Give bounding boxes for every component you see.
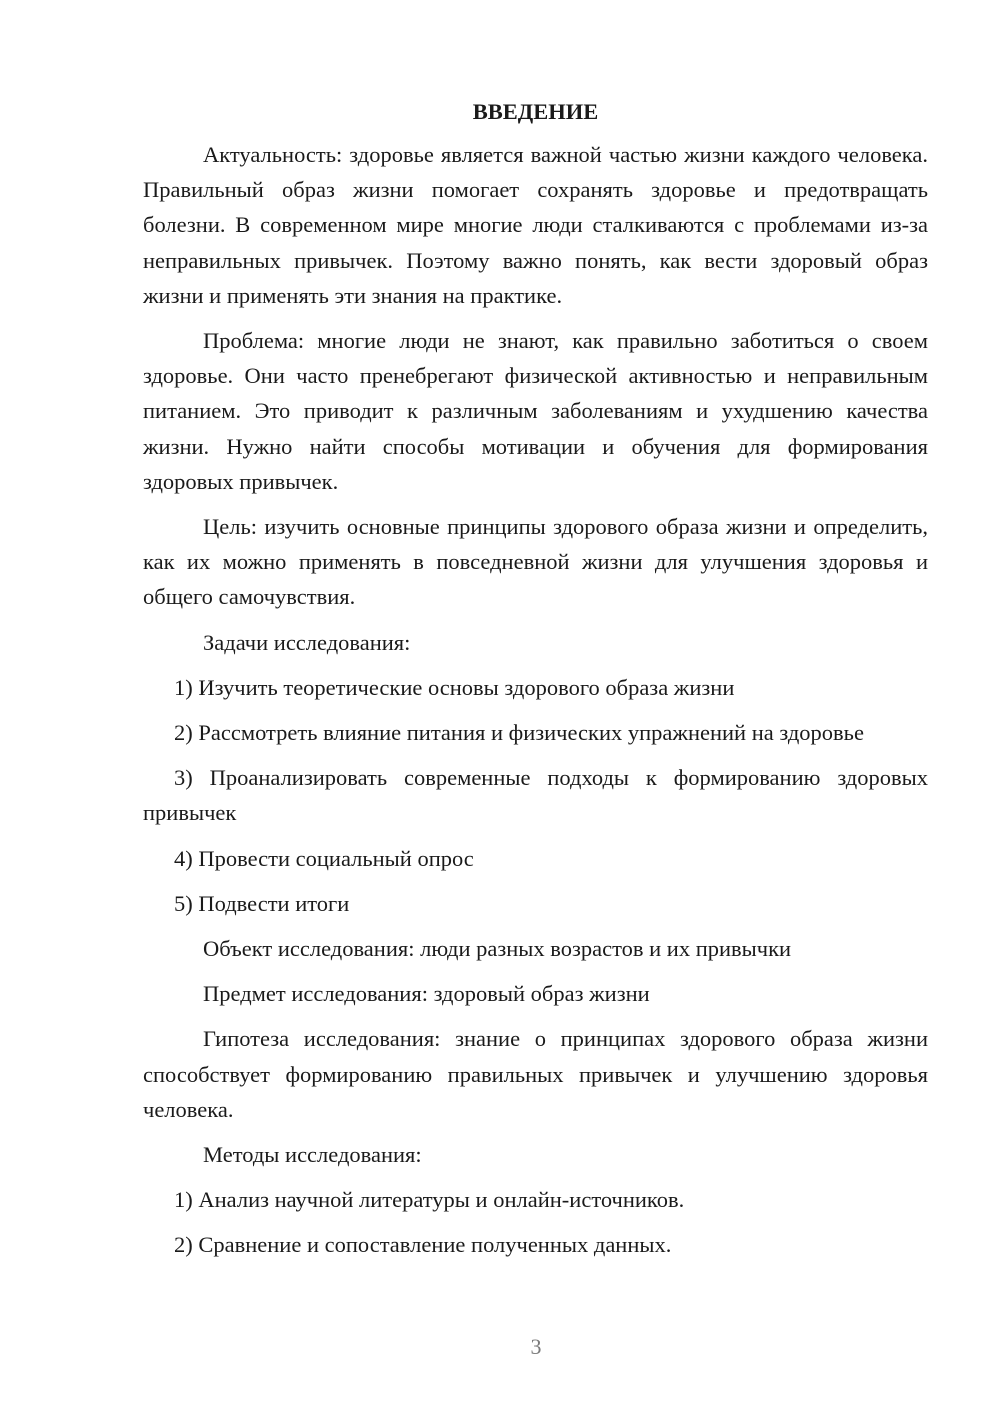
document-page [143,94,928,1263]
page-title: ВВЕДЕНИЕ [472,99,599,124]
method-item-2: 2) Сравнение и сопоставление полученных данных. [174,1232,672,1258]
object-paragraph: Объект исследования: люди разных возрастов и их привычки [203,936,792,962]
goal-paragraph: Цель: изучить основные принципы здорового образа жизни и определить, как их можно применять в повседневной жизни для улучшения здоровья и общего самочувствия. [143,514,928,610]
task-item-5: 5) Подвести итоги [174,890,350,916]
page-number: 3 [530,1334,542,1359]
task-item-2: 2) Рассмотреть влияние питания и физических упражнений на здоровье [174,720,864,746]
hypothesis-paragraph: Гипотеза исследования: знание о принципах здорового образа жизни способствует формированию правильных привычек и улучшению здоровья человека. [143,1026,928,1122]
subject-paragraph: Предмет исследования: здоровый образ жизни [203,981,650,1007]
task-item-3: 3) Проанализировать современные подходы к формированию здоровых привычек [143,765,928,826]
method-item-1: 1) Анализ научной литературы и онлайн-источников. [174,1187,685,1213]
methods-heading: Методы исследования: [203,1142,422,1168]
task-item-4: 4) Провести социальный опрос [174,845,474,871]
problem-paragraph: Проблема: многие люди не знают, как правильно заботиться о своем здоровье. Они часто пренебрегают физической активностью и неправильным питанием. Это приводит к различным заболеваниям и ухудшению качества жизни. Нужно найти способы мотивации и обучения для формирования здоровых привычек. [143,328,928,494]
relevance-paragraph: Актуальность: здоровье является важной частью жизни каждого человека. Правильный образ жизни помогает сохранять здоровье и предотвращать болезни. В современном мире многие люди сталкиваются с проблемами из-за неправильных привычек. Поэтому важно понять, как вести здоровый образ жизни и применять эти знания на практике. [143,142,928,308]
task-item-1: 1) Изучить теоретические основы здорового образа жизни [174,674,735,700]
tasks-heading: Задачи исследования: [203,629,411,655]
